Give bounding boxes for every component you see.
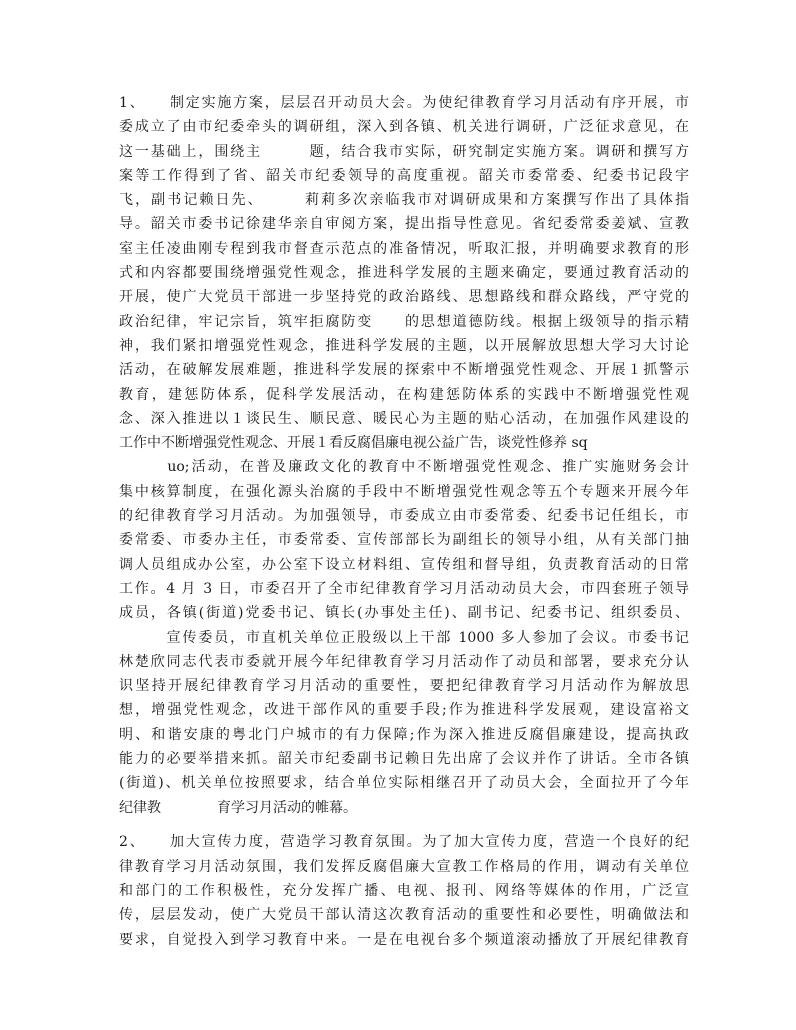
text-line: 式和内容都要围绕增强党性观念，推进科学发展的主题来确定，要通过教育活动的 [119, 265, 689, 282]
paragraph-p2 [119, 830, 689, 951]
text-line: 委常委、市委办主任，市委常委、宣传部部长为副组长的领导小组，从有关部门抽 [119, 532, 689, 549]
text-line: uo;活动，在普及廉政文化的教育中不断增强党性观念、推广实施财务会计 [119, 459, 689, 476]
text-line: 2、 加大宣传力度，营造学习教育氛围。为了加大宣传力度，营造一个良好的纪 [119, 834, 689, 851]
text-line: 1、 制定实施方案，层层召开动员大会。为使纪律教育学习月活动有序开展，市 [119, 95, 689, 111]
text-line: 这一基础上，围绕主 题，结合我市实际，研究制定实施方案。调研和撰写方 [119, 143, 689, 160]
text-line: 传，层层发动，使广大党员干部认清这次教育活动的重要性和必要性，明确做法和 [119, 907, 689, 924]
text-line: 教育，建惩防体系，促科学发展活动，在构建惩防体系的实践中不断增强党性观 [119, 386, 689, 403]
text-line: 能力的必要举措来抓。韶关市纪委副书记赖日先出席了会议并作了讲话。全市各镇 [119, 751, 689, 768]
text-line: 要求，自觉投入到学习教育中来。一是在电视台多个频道滚动播放了开展纪律教育 [119, 931, 689, 948]
text-line: 活动，在破解发展难题，推进科学发展的探索中不断增强党性观念、开展１抓警示 [119, 362, 689, 379]
text-line: 和部门的工作积极性，充分发挥广播、电视、报刊、网络等媒体的作用，广泛宣 [119, 883, 689, 899]
text-line: 成员，各镇(街道)党委书记、镇长(办事处主任)、副书记、纪委书记、组织委员、 [119, 605, 689, 622]
text-line: 工作。4 月 3 日，市委召开了全市纪律教育学习月活动动员大会，市四套班子领导 [119, 580, 689, 597]
text-line: (街道)、机关单位按照要求，结合单位实际相继召开了动员大会，全面拉开了今年 [119, 775, 689, 792]
text-line: 案等工作得到了省、韶关市纪委领导的高度重视。韶关市委常委、纪委书记段宇 [119, 167, 689, 184]
text-line: 开展，使广大党员干部进一步坚持党的政治路线、思想路线和群众路线，严守党的 [119, 289, 689, 306]
text-line: 念、深入推进以１谈民生、顺民意、暖民心为主题的贴心活动，在加强作风建设的 [119, 410, 689, 427]
paragraph-p1 [119, 91, 689, 820]
text-line: 明、和谐安康的粤北门户城市的有力保障;作为深入推进反腐倡廉建设，提高执政 [119, 726, 689, 743]
text-line: 识坚持开展纪律教育学习月活动的重要性，要把纪律教育学习月活动作为解放思 [119, 678, 689, 695]
text-line: 政治纪律，牢记宗旨，筑牢拒腐防变 的思想道德防线。根据上级领导的指示精 [119, 313, 689, 330]
text-line: 委成立了由市纪委牵头的调研组，深入到各镇、机关进行调研，广泛征求意见，在 [119, 119, 689, 136]
text-line: 宣传委员，市直机关单位正股级以上干部 1000 多人参加了会议。市委书记 [119, 629, 689, 646]
text-line: 林楚欣同志代表市委就开展今年纪律教育学习月活动作了动员和部署，要求充分认 [119, 653, 689, 670]
text-line: 飞，副书记赖日先、 莉莉多次亲临我市对调研成果和方案撰写作出了具体指 [119, 192, 689, 209]
text-line: 神，我们紧扣增强党性观念，推进科学发展的主题，以开展解放思想大学习大讨论 [119, 337, 689, 354]
text-line: 集中核算制度，在强化源头治腐的手段中不断增强党性观念等五个专题来开展今年 [119, 483, 689, 500]
text-line: 纪律教 育学习月活动的帷幕。 [119, 799, 357, 816]
text-line: 律教育学习月活动氛围，我们发挥反腐倡廉大宣教工作格局的作用，调动有关单位 [119, 858, 689, 875]
text-line: 的纪律教育学习月活动。为加强领导，市委成立由市委常委、纪委书记任组长，市 [119, 508, 689, 525]
text-line: 工作中不断增强党性观念、开展１看反腐倡廉电视公益广告，谈党性修养 sq [119, 435, 588, 452]
text-line: 调人员组成办公室，办公室下设立材料组、宣传组和督导组，负责教育活动的日常 [119, 556, 689, 573]
paragraph-gap [119, 820, 689, 831]
text-line: 室主任凌曲刚专程到我市督查示范点的准备情况，听取汇报，并明确要求教育的形 [119, 240, 689, 257]
document-body [119, 91, 689, 952]
text-line: 想，增强党性观念，改进干部作风的重要手段;作为推进科学发展观，建设富裕文 [119, 702, 689, 719]
text-line: 导。韶关市委书记徐建华亲自审阅方案，提出指导性意见。省纪委常委姜斌、宣教 [119, 216, 689, 233]
